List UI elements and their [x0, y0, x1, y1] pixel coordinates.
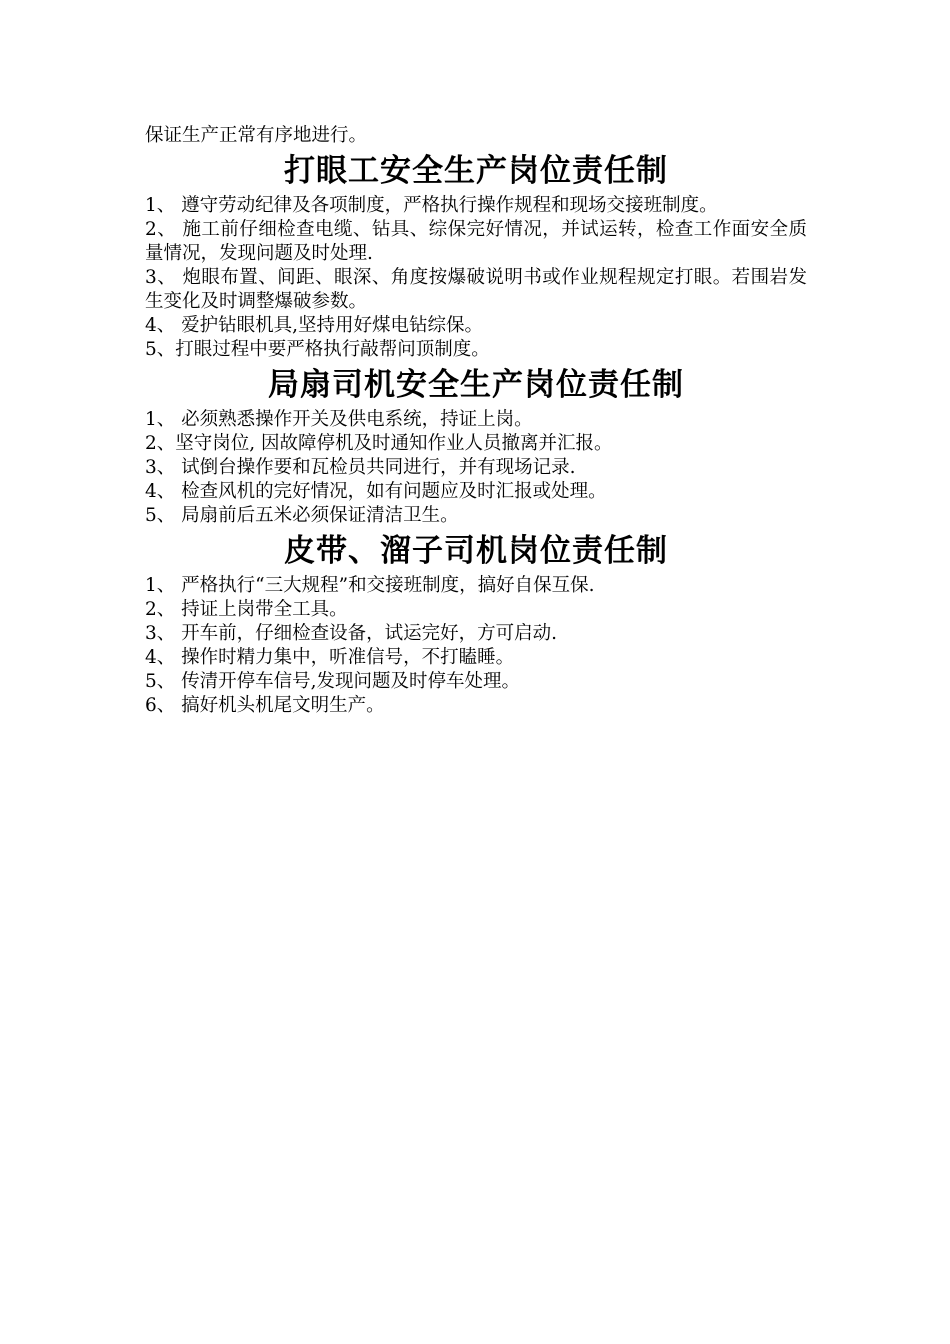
list-item: 3、 试倒台操作要和瓦检员共同进行，并有现场记录.	[145, 457, 576, 478]
list-item: 6、 搞好机头机尾文明生产。	[145, 695, 385, 716]
section-conveyor-operator	[145, 530, 807, 718]
list-item: 5、 局扇前后五米必须保证清洁卫生。	[145, 505, 459, 526]
intro-line: 保证生产正常有序地进行。	[145, 125, 368, 146]
list-item: 5、 传清开停车信号,发现问题及时停车处理。	[145, 671, 521, 692]
section-title: 局扇司机安全生产岗位责任制	[268, 367, 684, 403]
list-item: 2、坚守岗位, 因故障停机及时通知作业人员撤离并汇报。	[145, 433, 613, 454]
list-item: 3、 炮眼布置、间距、眼深、角度按爆破说明书或作业规程规定打眼。若围岩发生变化及时调整爆破参数。	[145, 267, 807, 312]
list-item: 3、 开车前，仔细检查设备，试运完好，方可启动.	[145, 623, 558, 644]
section-driller	[145, 150, 807, 362]
section-fan-operator	[145, 364, 807, 528]
list-item: 4、 爱护钻眼机具,坚持用好煤电钻综保。	[145, 315, 484, 336]
list-item: 2、 施工前仔细检查电缆、钻具、综保完好情况，并试运转，检查工作面安全质量情况，发现问题及时处理.	[145, 219, 807, 264]
list-item: 1、 严格执行“三大规程”和交接班制度，搞好自保互保.	[145, 575, 595, 596]
list-item: 2、 持证上岗带全工具。	[145, 599, 348, 620]
list-item: 1、 必须熟悉操作开关及供电系统，持证上岗。	[145, 409, 533, 430]
list-item: 1、 遵守劳动纪律及各项制度，严格执行操作规程和现场交接班制度。	[145, 195, 718, 216]
list-item: 4、 检查风机的完好情况，如有问题应及时汇报或处理。	[145, 481, 607, 502]
list-item: 5、打眼过程中要严格执行敲帮问顶制度。	[145, 339, 490, 360]
list-item: 4、 操作时精力集中，听准信号，不打瞌睡。	[145, 647, 515, 668]
section-title: 皮带、溜子司机岗位责任制	[284, 533, 668, 569]
section-title: 打眼工安全生产岗位责任制	[284, 153, 668, 189]
document-content	[145, 124, 807, 718]
